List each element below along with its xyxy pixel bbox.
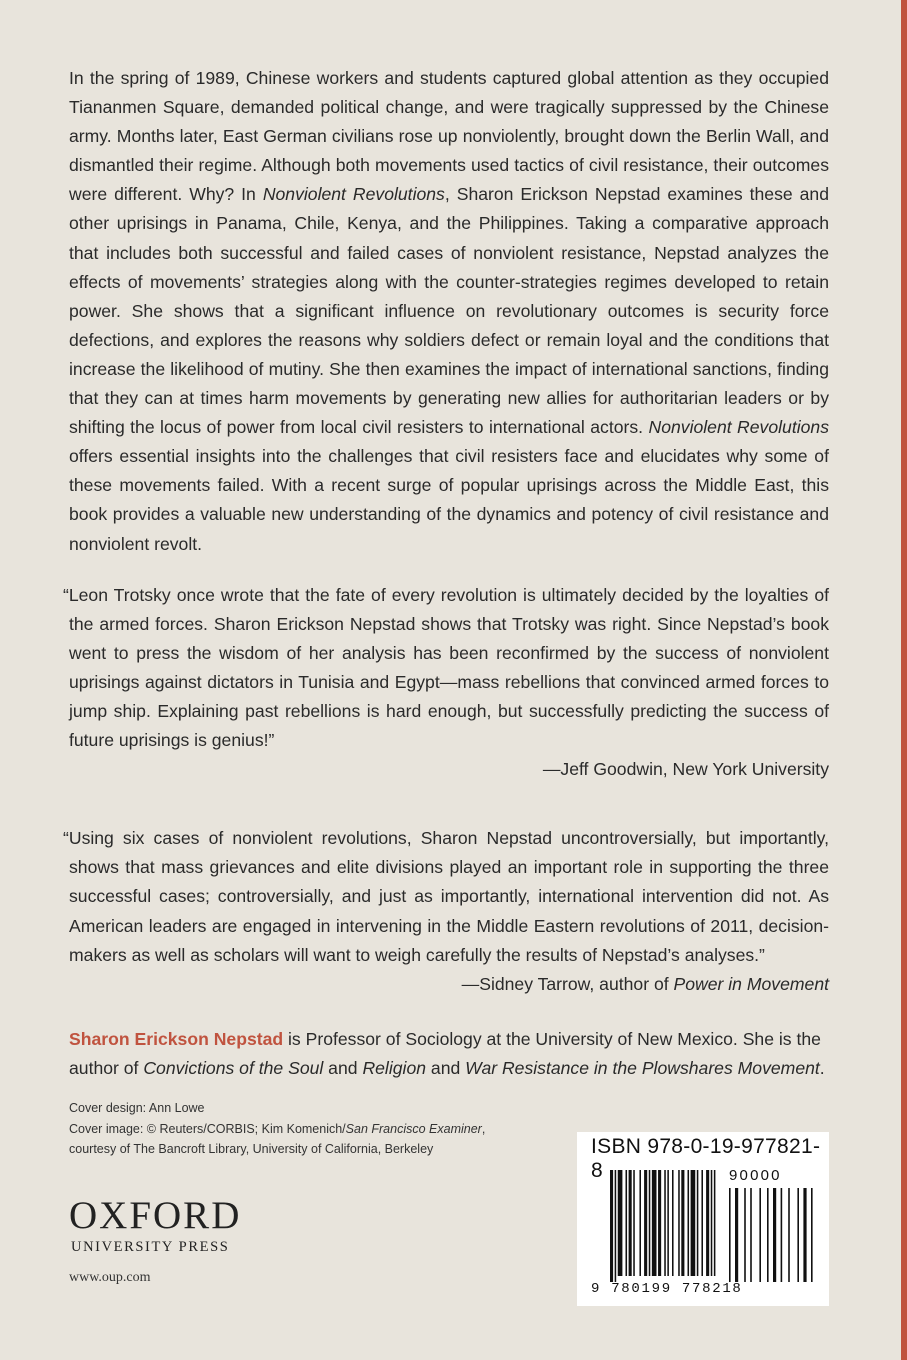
barcode-bar — [626, 1170, 628, 1276]
bio-text: . — [819, 1057, 825, 1078]
barcode-bar — [672, 1170, 674, 1276]
description-part-1: In the spring of 1989, Chinese workers and students captured global attention as they occupied Tiananmen Square, demanded political change, and were tragically suppressed by the Chinese army. Months later, East German civilians rose up nonviolently, brought down the Berlin Wall, and dismantled their regime. Although both movements used tactics of civil resistance, their outcomes were different. Why? In — [69, 68, 829, 205]
isbn-barcode — [577, 1132, 829, 1306]
barcode-digits: 9 780199 778218 — [591, 1281, 743, 1297]
barcode-bar — [697, 1170, 699, 1276]
barcode-addon-bar — [788, 1188, 790, 1282]
barcode-addon-bar — [759, 1188, 761, 1282]
barcode-addon-bar — [797, 1188, 799, 1282]
barcode-bar — [629, 1170, 632, 1276]
book-description — [69, 64, 829, 559]
attribution-prefix: —Sidney Tarrow, author of — [461, 973, 674, 994]
barcode-bar — [714, 1170, 716, 1276]
description-part-2: , Sharon Erickson Nepstad examines these and other uprisings in Panama, Chile, Kenya, and the Philippines. Taking a comparative approach that includes both successful and failed cases of nonviolent resistance, Nepstad analyzes the effects of movements’ strategies along with the counter-strategies regimes developed to retain power. She shows that a significant influence on revolutionary outcomes is security force defections, and explores the reasons why soldiers defect or remain loyal and the conditions that increase the likelihood of mutiny. She then examines the impact of international sanctions, finding that they can at times harm movements by generating new allies for authoritarian leaders or by shifting the locus of power from local civil resisters to international actors. — [69, 184, 829, 438]
bio-book-title: War Resistance in the Plowshares Movement — [465, 1057, 820, 1078]
barcode-addon-bar — [773, 1188, 776, 1282]
barcode-icon — [577, 1132, 829, 1306]
bio-text: and — [323, 1057, 363, 1078]
barcode-bar — [688, 1170, 690, 1276]
barcode-bar — [681, 1170, 684, 1276]
bio-book-title: Convictions of the Soul — [143, 1057, 324, 1078]
barcode-bar — [633, 1170, 635, 1276]
cover-design-credit: Cover design: Ann Lowe — [69, 1101, 205, 1115]
barcode-bar — [664, 1170, 666, 1276]
barcode-addon-digits: 90000 — [729, 1167, 782, 1184]
barcode-addon-bar — [781, 1188, 783, 1282]
publisher-press: UNIVERSITY PRESS — [71, 1239, 230, 1255]
barcode-bar — [691, 1170, 696, 1276]
barcode-bar — [667, 1170, 669, 1276]
isbn-label: ISBN 978-0-19-977821-8 — [591, 1135, 821, 1182]
barcode-bar — [711, 1170, 713, 1276]
barcode-bar — [615, 1170, 617, 1282]
endorsement-attribution-1: —Jeff Goodwin, New York University — [542, 759, 829, 780]
credit-text: Cover image: © Reuters/CORBIS; Kim Komenich/ — [69, 1121, 346, 1136]
endorsement-attribution-2 — [69, 970, 829, 999]
bio-text: is Professor of Sociology at the University of New Mexico. She is the author of — [69, 1028, 821, 1078]
book-title-italic: Nonviolent Revolutions — [648, 417, 829, 438]
credit-text: , — [481, 1121, 486, 1136]
cover-credits — [69, 1098, 485, 1160]
barcode-bar — [706, 1170, 709, 1276]
author-name: Sharon Erickson Nepstad — [69, 1028, 284, 1049]
barcode-bar — [644, 1170, 647, 1276]
barcode-bar — [658, 1170, 661, 1276]
barcode-bar — [701, 1170, 703, 1276]
barcode-addon-bar — [767, 1188, 769, 1282]
barcode-addon-bar — [750, 1188, 752, 1282]
barcode-bar — [618, 1170, 623, 1276]
publisher-name: OXFORD — [69, 1194, 242, 1237]
courtesy-credit: courtesy of The Bancroft Library, University of California, Berkeley — [69, 1142, 434, 1156]
barcode-addon-bar — [744, 1188, 746, 1282]
barcode-addon-bar — [811, 1188, 813, 1282]
barcode-bar — [639, 1170, 641, 1276]
barcode-bar — [649, 1170, 651, 1276]
barcode-addon-bar — [729, 1188, 731, 1282]
book-title-italic: Nonviolent Revolutions — [262, 184, 445, 205]
barcode-addon-bar — [735, 1188, 738, 1282]
endorsement-quote-2: “Using six cases of nonviolent revolutions, Sharon Nepstad uncontroversially, but importantly, shows that mass grievances and elite divisions played an important role in supporting the three successful cases; controversially, and just as importantly, international intervention did not. As American leaders are engaged in intervening in the Middle Eastern revolutions of 2011, decisionmakers as well as scholars will want to weigh carefully the results of Nepstad’s analyses.” — [63, 828, 829, 965]
publisher-logo — [69, 1196, 241, 1257]
barcode-bar — [678, 1170, 680, 1276]
back-cover-text — [63, 64, 829, 1083]
barcode-addon-bar — [803, 1188, 806, 1282]
bio-text: and — [426, 1057, 466, 1078]
credit-source: San Francisco Examiner — [345, 1121, 482, 1136]
author-bio — [69, 1025, 829, 1083]
accent-bar — [901, 0, 907, 1360]
attribution-book-title: Power in Movement — [673, 973, 829, 994]
bio-book-title: Religion — [362, 1057, 427, 1078]
endorsement-quote-1: “Leon Trotsky once wrote that the fate of every revolution is ultimately decided by the loyalties of the armed forces. Sharon Erickson Nepstad shows that Trotsky was right. Since Nepstad’s book went to press the wisdom of her analysis has been reconfirmed by the success of nonviolent uprisings against dictators in Tunisia and Egypt—mass rebellions that convinced armed forces to jump ship. Explaining past rebellions is hard enough, but successfully predicting the success of future uprisings is genius!” — [63, 584, 829, 751]
barcode-bar — [610, 1170, 613, 1282]
publisher-website: www.oup.com — [69, 1270, 151, 1285]
description-part-3: offers essential insights into the challenges that civil resisters face and elucidates why some of these movements failed. With a recent surge of popular uprisings across the Middle East, this book provides a valuable new understanding of the dynamics and potency of civil resistance and nonviolent revolt. — [69, 446, 829, 554]
cover-image-credit — [69, 1119, 485, 1140]
barcode-bar — [652, 1170, 657, 1276]
